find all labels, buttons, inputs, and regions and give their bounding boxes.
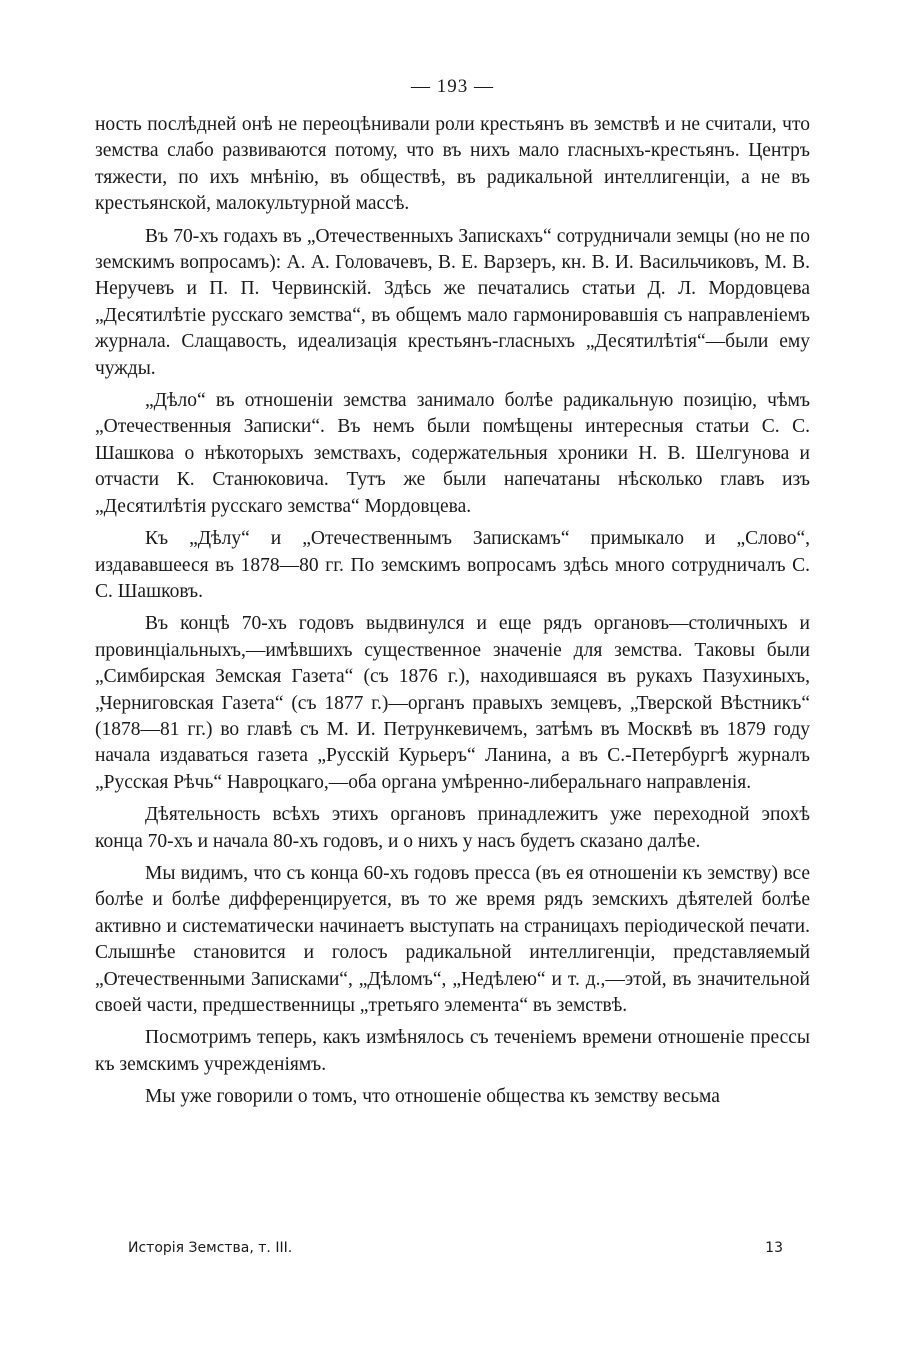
paragraph: „Дѣло“ въ отношеніи земства занимало болѣе радикальную позицію, чѣмъ „Отечественныя Записки“. Въ немъ были помѣщены интересныя статьи С. С. Шашкова о нѣкоторыхъ земствахъ, содержательныя хроники Н. В. Шелгунова и отчасти К. Станюковича. Тутъ же были напечатаны нѣсколько главъ изъ „Десятилѣтія русскаго земства“ Мордовцева. bbox=[95, 390, 810, 517]
paragraph: Мы видимъ, что съ конца 60-хъ годовъ пресса (въ ея отношеніи къ земству) все болѣе и болѣе дифференцируется, въ то же время рядъ земскихъ дѣятелей болѣе активно и систематически начинаетъ выступать на страницахъ періодической печати. Слышнѣе становится и голосъ радикальной интеллигенціи, представляемый „Отечественными Записками“, „Дѣломъ“, „Недѣлею“ и т. д.,—этой, въ значительной своей части, предшественницы „третьяго элемента“ въ земствѣ. bbox=[95, 862, 810, 1016]
paragraph: ность послѣдней онѣ не переоцѣнивали роли крестьянъ въ земствѣ и не считали, что земства слабо развиваются потому, что въ нихъ мало гласныхъ-крестьянъ. Центръ тяжести, по ихъ мнѣнію, въ обществѣ, въ радикальной интеллигенціи, а не въ крестьянской, малокультурной массѣ. bbox=[95, 114, 810, 215]
page-body bbox=[95, 76, 810, 1117]
paragraph: Въ 70-хъ годахъ въ „Отечественныхъ Запискахъ“ сотрудничали земцы (но не по земскимъ вопросамъ): А. А. Головачевъ, В. Е. Варзеръ, кн. В. И. Васильчиковъ, М. В. Неручевъ и П. П. Червинскій. Здѣсь же печатались статьи Д. Л. Мордовцева „Десятилѣтіе русскаго земства“, въ общемъ мало гармонировавшія съ направленіемъ журнала. Слащавость, идеализація крестьянъ-гласныхъ „Десятилѣтія“—были ему чужды. bbox=[95, 225, 810, 379]
page-number: — 193 — bbox=[411, 76, 494, 97]
paragraph: Въ концѣ 70-хъ годовъ выдвинулся и еще рядъ органовъ—столичныхъ и провинціальныхъ,—имѣвшихъ существенное значеніе для земства. Таковы были „Симбирская Земская Газета“ (съ 1876 г.), находившаяся въ рукахъ Пазухиныхъ, „Черниговская Газета“ (съ 1877 г.)—органъ правыхъ земцевъ, „Тверской Вѣстникъ“ (1878—81 гг.) во главѣ съ М. И. Петрункевичемъ, затѣмъ въ Москвѣ въ 1879 году начала издаваться газета „Русскій Курьеръ“ Ланина, а въ С.-Петербургѣ журналъ „Русская Рѣчь“ Навроцкаго,—оба органа умѣренно-либеральнаго направленія. bbox=[95, 613, 810, 793]
paragraph: Дѣятельность всѣхъ этихъ органовъ принадлежитъ уже переходной эпохѣ конца 70-хъ и начала 80-хъ годовъ, и о нихъ у насъ будетъ сказано далѣе. bbox=[95, 804, 810, 852]
footer-sheet-number: 13 bbox=[765, 1240, 783, 1256]
paragraph: Посмотримъ теперь, какъ измѣнялось съ теченіемъ времени отношеніе прессы къ земскимъ учрежденіямъ. bbox=[95, 1027, 810, 1075]
page-footer bbox=[128, 1240, 783, 1256]
paragraph: Мы уже говорили о томъ, что отношеніе общества къ земству весьма bbox=[145, 1086, 720, 1108]
paragraph: Къ „Дѣлу“ и „Отечественнымъ Запискамъ“ примыкало и „Слово“, издававшееся въ 1878—80 гг. По земскимъ вопросамъ здѣсь много сотрудничалъ С. С. Шашковъ. bbox=[95, 528, 810, 602]
footer-signature: Исторія Земства, т. III. bbox=[128, 1240, 293, 1256]
